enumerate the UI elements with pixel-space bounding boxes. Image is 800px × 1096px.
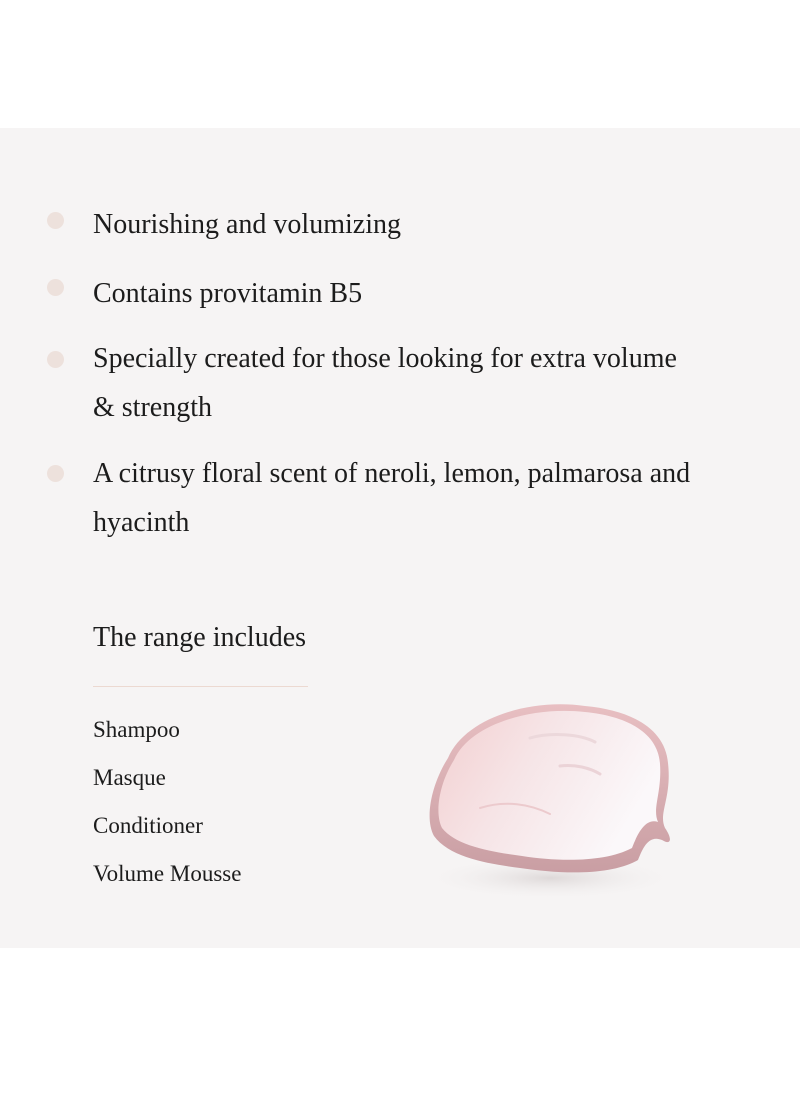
range-title: The range includes	[93, 622, 307, 653]
feature-text: Specially created for those looking for extra volume & strength	[93, 343, 677, 423]
bullet-dot-icon	[47, 351, 64, 368]
range-item-shampoo: Shampoo	[93, 717, 180, 742]
range-list	[93, 706, 241, 898]
bullet-dot-icon	[47, 212, 64, 229]
bullet-dot-icon	[47, 279, 64, 296]
range-item-volume-mousse: Volume Mousse	[93, 861, 242, 886]
feature-text: A citrusy floral scent of neroli, lemon, palmarosa and hyacinth	[93, 458, 691, 538]
product-info-panel	[0, 128, 800, 948]
feature-text: Contains provitamin B5	[93, 278, 363, 309]
bullet-dot-icon	[47, 465, 64, 482]
range-item-conditioner: Conditioner	[93, 813, 203, 838]
product-texture-swatch	[410, 688, 690, 903]
range-divider	[93, 686, 308, 687]
range-item-masque: Masque	[93, 765, 166, 790]
feature-text: Nourishing and volumizing	[93, 209, 401, 240]
